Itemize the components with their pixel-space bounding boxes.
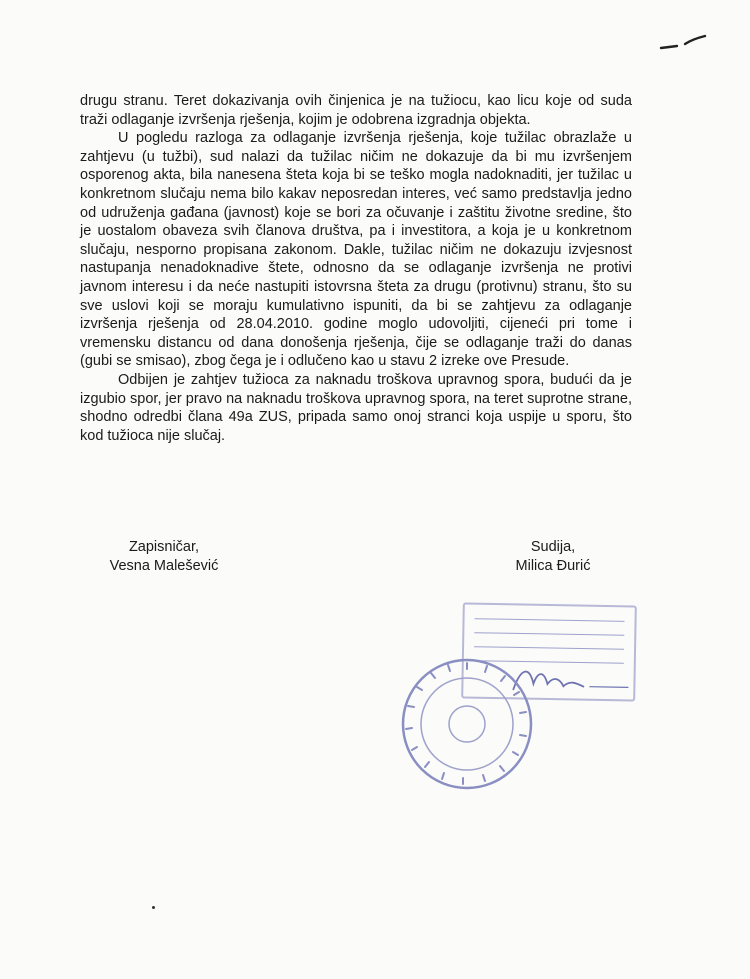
clerk-role: Zapisničar, <box>128 539 200 555</box>
judge-role: Sudija, <box>530 539 576 555</box>
court-seal-icon <box>397 654 537 794</box>
signature-block-clerk <box>94 538 234 576</box>
paragraph-1: drugu stranu. Teret dokazivanja ovih činjenica je na tužiocu, kao licu koje od suda traži odlaganje izvršenja rješenja, kojim je odobrena izgradnja objekta. <box>80 93 632 128</box>
paragraph-3: Odbijen je zahtjev tužioca za naknadu troškova upravnog spora, budući da je izgubio spor, jer pravo na naknadu troškova upravnog spora, na teret suprotne strane, shodno odredbi člana 49a ZUS, pripada samo onoj stranci koja uspije u sporu, što kod tužioca nije slučaj. <box>80 371 632 444</box>
signature-block-judge <box>488 538 618 576</box>
document-body <box>80 92 632 445</box>
paragraph-2: U pogledu razloga za odlaganje izvršenja rješenja, koje tužilac obrazlaže u zahtjevu (u tužbi), sud nalazi da tužilac ničim ne dokazuje da bi mu izvršenjem osporenog akta, bila nanesena šteta koja bi se teško mogla nadoknaditi, jer tužilac u konkretnom slučaju nema bilo kakav neposredan interes, već samo predstavlja jedno od udruženja gađana (javnost) koje se bori za očuvanje i zaštitu životne sredine, što je uostalom obaveza svih članova društva, pa i investitora, a koja je u konkretnom slučaju, nesporno propisana zakonom. Dakle, tužilac ničim ne dokazuju izvjesnost nastupanja nenadoknadive štete, odnosno da se odlaganje izvršenja ne protivi javnom interesu i da neće nastupiti istovrsna šteta za drugu (protivnu) stranu, što su sve uslovi koji se moraju kumulativno ispuniti, da bi se zahtjevu za odlaganje izvršenja rješenja od 28.04.2010. godine moglo udovoljiti, cijeneći pri tome i vremensku distancu od dana donošenja rješenja, čije se odlaganje traži do danas (gubi se smisao), zbog čega je i odlučeno kao u stavu 2 izreke ove Presude. <box>80 130 632 370</box>
clerk-name: Vesna Malešević <box>109 558 219 574</box>
judge-name: Milica Đurić <box>515 558 591 574</box>
scan-mark-icon <box>655 30 715 60</box>
scan-speck <box>152 906 155 909</box>
